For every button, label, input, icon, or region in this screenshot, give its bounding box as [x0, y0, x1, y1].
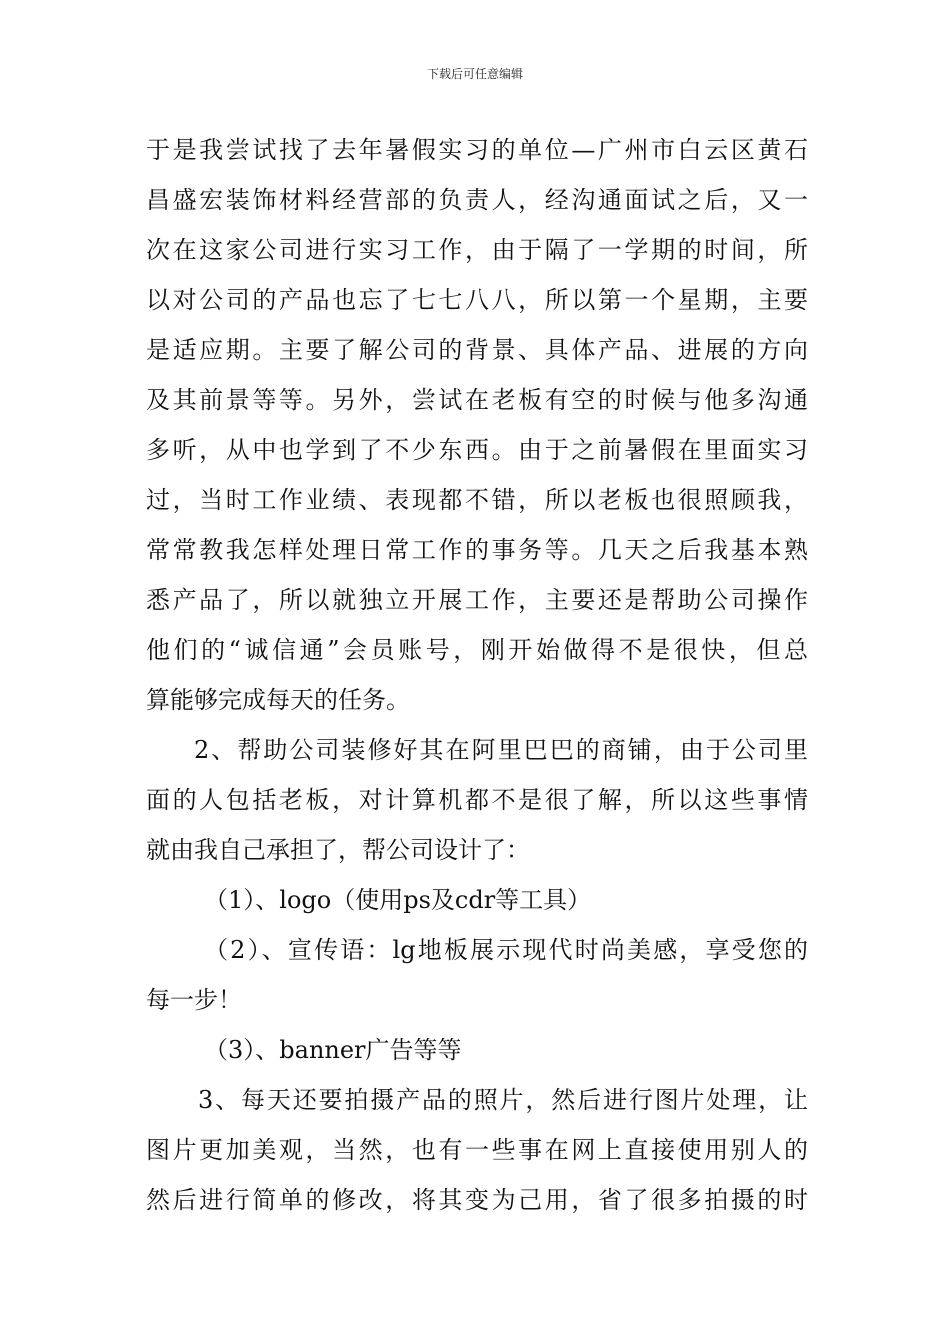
text-line: 2、帮助公司装修好其在阿里巴巴的商铺，由于公司里 [194, 736, 808, 764]
text-line: 就由我自己承担了，帮公司设计了： [146, 836, 530, 864]
text-line: 面的人包括老板，对计算机都不是很了解，所以这些事情 [146, 786, 808, 814]
text-line: 于是我尝试找了去年暑假实习的单位—广州市白云区黄石 [146, 136, 808, 164]
document-body [146, 125, 808, 1225]
text-line: （1）、logo（使用ps及cdr等工具） [204, 886, 592, 914]
text-line: 以对公司的产品也忘了七七八八，所以第一个星期，主要 [146, 286, 808, 314]
text-line: 每一步！ [146, 986, 242, 1014]
text-line: （3）、banner广告等等 [204, 1036, 462, 1064]
text-line: 过，当时工作业绩、表现都不错，所以老板也很照顾我， [146, 486, 808, 514]
text-line: 常常教我怎样处理日常工作的事务等。几天之后我基本熟 [146, 536, 808, 564]
text-line: 算能够完成每天的任务。 [146, 686, 410, 714]
text-line: 他们的“诚信通”会员账号，刚开始做得不是很快，但总 [146, 636, 808, 664]
page-header: 下载后可任意编辑 [426, 67, 523, 81]
text-line: 然后进行简单的修改，将其变为己用，省了很多拍摄的时 [146, 1186, 808, 1214]
text-line: 是适应期。主要了解公司的背景、具体产品、进展的方向 [146, 336, 808, 364]
text-line: 3、每天还要拍摄产品的照片，然后进行图片处理，让 [198, 1086, 808, 1114]
text-line: 多听，从中也学到了不少东西。由于之前暑假在里面实习 [146, 436, 808, 464]
text-line: 昌盛宏装饰材料经营部的负责人，经沟通面试之后，又一 [146, 186, 808, 214]
text-line: （2）、宣传语：lg地板展示现代时尚美感，享受您的 [204, 936, 808, 964]
text-line: 图片更加美观，当然，也有一些事在网上直接使用别人的 [146, 1136, 808, 1164]
text-line: 及其前景等等。另外，尝试在老板有空的时候与他多沟通 [146, 386, 808, 414]
text-line: 次在这家公司进行实习工作，由于隔了一学期的时间，所 [146, 236, 808, 264]
text-line: 悉产品了，所以就独立开展工作，主要还是帮助公司操作 [146, 586, 808, 614]
